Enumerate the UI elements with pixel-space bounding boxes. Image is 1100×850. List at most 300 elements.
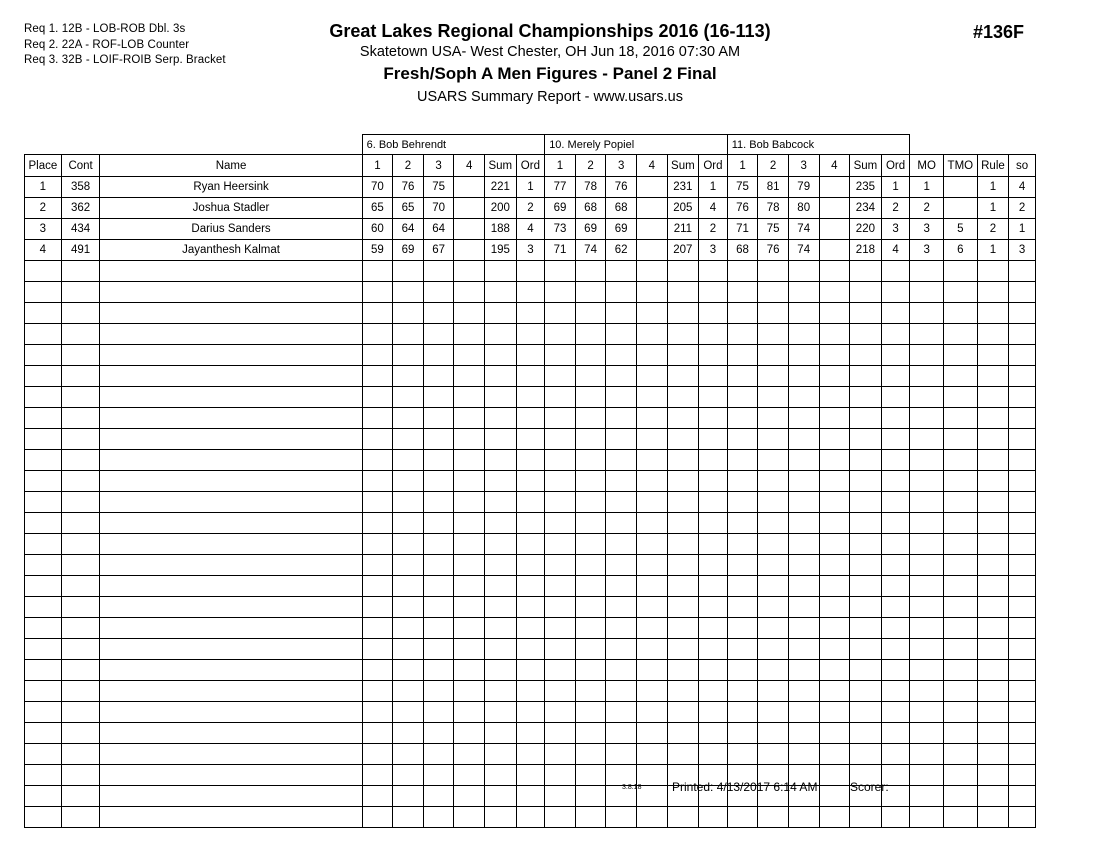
cell-empty <box>454 429 485 450</box>
cell-j1-s1: 65 <box>362 198 393 219</box>
cell-empty <box>944 744 978 765</box>
cell-empty <box>910 366 944 387</box>
cell-empty <box>545 261 576 282</box>
cell-empty <box>100 513 362 534</box>
cell-empty <box>977 303 1009 324</box>
cell-empty <box>393 261 424 282</box>
col-j3-s1: 1 <box>727 155 758 177</box>
cell-empty <box>977 387 1009 408</box>
cell-j2-sum: 207 <box>667 240 699 261</box>
cell-name: Jayanthesh Kalmat <box>100 240 362 261</box>
cell-empty <box>362 324 393 345</box>
cell-empty <box>819 366 850 387</box>
cell-empty <box>100 303 362 324</box>
cell-empty <box>25 534 62 555</box>
cell-empty <box>699 282 728 303</box>
cell-empty <box>881 387 910 408</box>
cell-empty <box>636 576 667 597</box>
cell-empty <box>667 408 699 429</box>
cell-empty <box>727 471 758 492</box>
cell-empty <box>667 471 699 492</box>
cell-empty <box>977 282 1009 303</box>
cell-empty <box>758 618 789 639</box>
cell-empty <box>25 492 62 513</box>
cell-empty <box>423 744 454 765</box>
cell-empty <box>575 303 606 324</box>
cell-empty <box>727 639 758 660</box>
cell-empty <box>667 282 699 303</box>
cell-empty <box>484 492 516 513</box>
cell-empty <box>977 597 1009 618</box>
cell-empty <box>667 429 699 450</box>
cell-empty <box>699 597 728 618</box>
cell-empty <box>850 261 882 282</box>
cell-empty <box>1009 555 1036 576</box>
cell-empty <box>944 618 978 639</box>
cell-empty <box>516 492 545 513</box>
cell-empty <box>977 555 1009 576</box>
cell-empty <box>100 261 362 282</box>
col-j2-s1: 1 <box>545 155 576 177</box>
cell-empty <box>944 597 978 618</box>
cell-empty <box>699 471 728 492</box>
col-j1-s4: 4 <box>454 155 485 177</box>
cell-empty <box>881 681 910 702</box>
cell-empty <box>516 534 545 555</box>
cell-empty <box>606 534 637 555</box>
cell-empty <box>362 345 393 366</box>
cell-empty <box>667 345 699 366</box>
cell-empty <box>362 723 393 744</box>
cell-empty <box>910 324 944 345</box>
cell-empty <box>454 261 485 282</box>
cell-empty <box>910 282 944 303</box>
cell-empty <box>910 534 944 555</box>
cell-empty <box>727 807 758 828</box>
cell-empty <box>545 576 576 597</box>
cell-empty <box>850 303 882 324</box>
cell-empty <box>25 744 62 765</box>
cell-empty <box>699 450 728 471</box>
cell-empty <box>819 408 850 429</box>
cell-empty <box>575 702 606 723</box>
cell-empty <box>100 597 362 618</box>
cell-empty <box>727 534 758 555</box>
cell-empty <box>910 303 944 324</box>
cell-empty <box>850 744 882 765</box>
cell-empty <box>61 723 100 744</box>
cell-j1-s4 <box>454 198 485 219</box>
cell-empty <box>454 681 485 702</box>
cell-empty <box>819 387 850 408</box>
table-row <box>25 240 1036 261</box>
cell-empty <box>850 366 882 387</box>
cell-empty <box>423 639 454 660</box>
cell-empty <box>423 471 454 492</box>
cell-empty <box>788 807 819 828</box>
document-number: #136F <box>972 22 1024 42</box>
cell-empty <box>606 723 637 744</box>
cell-empty <box>545 282 576 303</box>
cell-empty <box>362 408 393 429</box>
cell-empty <box>516 660 545 681</box>
cell-empty <box>636 492 667 513</box>
table-row-empty <box>25 534 1036 555</box>
cell-empty <box>454 639 485 660</box>
cell-empty <box>881 471 910 492</box>
cell-empty <box>819 618 850 639</box>
cell-empty <box>516 408 545 429</box>
cell-empty <box>788 303 819 324</box>
cell-j1-s3: 67 <box>423 240 454 261</box>
cell-empty <box>788 261 819 282</box>
cell-empty <box>850 534 882 555</box>
cell-j3-sum: 220 <box>850 219 882 240</box>
cell-empty <box>606 744 637 765</box>
judge-label-1: 6. Bob Behrendt <box>362 135 545 155</box>
cell-j1-s2: 65 <box>393 198 424 219</box>
cell-empty <box>910 555 944 576</box>
cell-rule: 1 <box>977 240 1009 261</box>
cell-empty <box>699 555 728 576</box>
cell-empty <box>575 429 606 450</box>
cell-j3-ord: 3 <box>881 219 910 240</box>
cell-empty <box>545 429 576 450</box>
cell-j2-s2: 68 <box>575 198 606 219</box>
cell-empty <box>944 639 978 660</box>
col-j2-ord: Ord <box>699 155 728 177</box>
cell-empty <box>516 723 545 744</box>
cell-j1-s1: 60 <box>362 219 393 240</box>
cell-empty <box>393 492 424 513</box>
cell-j2-sum: 205 <box>667 198 699 219</box>
cell-empty <box>393 471 424 492</box>
cell-empty <box>636 555 667 576</box>
cell-empty <box>606 597 637 618</box>
cell-empty <box>977 534 1009 555</box>
cell-empty <box>393 681 424 702</box>
cell-name: Darius Sanders <box>100 219 362 240</box>
cell-empty <box>575 471 606 492</box>
cell-j3-s4 <box>819 177 850 198</box>
cell-empty <box>575 807 606 828</box>
cell-empty <box>362 807 393 828</box>
cell-empty <box>606 282 637 303</box>
cell-empty <box>977 723 1009 744</box>
cell-empty <box>819 639 850 660</box>
cell-empty <box>606 555 637 576</box>
score-sheet <box>24 134 1036 828</box>
cell-j2-s1: 71 <box>545 240 576 261</box>
cell-empty <box>454 744 485 765</box>
cell-empty <box>910 576 944 597</box>
cell-empty <box>636 513 667 534</box>
cell-empty <box>393 744 424 765</box>
requirement-1: Req 1. 12B - LOB-ROB Dbl. 3s <box>24 23 186 35</box>
cell-empty <box>393 450 424 471</box>
cell-empty <box>910 513 944 534</box>
cell-empty <box>423 429 454 450</box>
cell-empty <box>100 282 362 303</box>
cell-empty <box>910 345 944 366</box>
cell-empty <box>100 366 362 387</box>
cell-j1-ord: 4 <box>516 219 545 240</box>
cell-empty <box>606 366 637 387</box>
cell-empty <box>484 681 516 702</box>
cell-empty <box>516 471 545 492</box>
cell-empty <box>606 345 637 366</box>
cell-empty <box>667 807 699 828</box>
cell-empty <box>61 639 100 660</box>
cell-empty <box>484 366 516 387</box>
cell-empty <box>850 807 882 828</box>
cell-empty <box>454 555 485 576</box>
cell-j2-sum: 211 <box>667 219 699 240</box>
cell-empty <box>667 723 699 744</box>
cell-empty <box>545 597 576 618</box>
cell-empty <box>25 513 62 534</box>
cell-so: 4 <box>1009 177 1036 198</box>
cell-place: 2 <box>25 198 62 219</box>
cell-empty <box>727 660 758 681</box>
cell-empty <box>100 807 362 828</box>
cell-empty <box>667 492 699 513</box>
table-row-empty <box>25 408 1036 429</box>
cell-empty <box>1009 639 1036 660</box>
cell-empty <box>788 345 819 366</box>
cell-empty <box>100 723 362 744</box>
table-row-empty <box>25 261 1036 282</box>
cell-empty <box>575 597 606 618</box>
cell-empty <box>881 744 910 765</box>
cell-place: 4 <box>25 240 62 261</box>
cell-empty <box>61 681 100 702</box>
cell-empty <box>1009 513 1036 534</box>
cell-empty <box>699 660 728 681</box>
cell-empty <box>484 744 516 765</box>
cell-empty <box>484 534 516 555</box>
cell-empty <box>575 408 606 429</box>
footer-scorer: Scorer: <box>850 780 889 794</box>
cell-cont: 358 <box>61 177 100 198</box>
cell-empty <box>516 744 545 765</box>
cell-empty <box>516 513 545 534</box>
cell-empty <box>788 618 819 639</box>
cell-empty <box>575 345 606 366</box>
cell-empty <box>423 723 454 744</box>
col-so: so <box>1009 155 1036 177</box>
cell-empty <box>758 702 789 723</box>
cell-empty <box>819 660 850 681</box>
cell-empty <box>423 576 454 597</box>
cell-empty <box>61 408 100 429</box>
cell-empty <box>699 576 728 597</box>
cell-empty <box>881 492 910 513</box>
cell-empty <box>484 450 516 471</box>
cell-j1-s2: 76 <box>393 177 424 198</box>
cell-empty <box>1009 807 1036 828</box>
cell-empty <box>699 513 728 534</box>
cell-empty <box>575 744 606 765</box>
cell-empty <box>516 387 545 408</box>
cell-empty <box>545 492 576 513</box>
cell-empty <box>606 618 637 639</box>
cell-empty <box>727 492 758 513</box>
cell-empty <box>484 555 516 576</box>
cell-empty <box>516 429 545 450</box>
cell-empty <box>944 681 978 702</box>
cell-empty <box>727 555 758 576</box>
cell-empty <box>977 471 1009 492</box>
cell-cont: 434 <box>61 219 100 240</box>
cell-j3-ord: 2 <box>881 198 910 219</box>
cell-empty <box>423 366 454 387</box>
cell-empty <box>516 807 545 828</box>
cell-empty <box>25 660 62 681</box>
cell-empty <box>516 597 545 618</box>
cell-empty <box>545 345 576 366</box>
cell-empty <box>516 702 545 723</box>
cell-empty <box>516 681 545 702</box>
cell-j1-ord: 2 <box>516 198 545 219</box>
cell-empty <box>636 366 667 387</box>
cell-empty <box>850 429 882 450</box>
cell-j3-s4 <box>819 198 850 219</box>
cell-empty <box>61 660 100 681</box>
cell-mo: 1 <box>910 177 944 198</box>
cell-empty <box>545 324 576 345</box>
cell-j2-ord: 2 <box>699 219 728 240</box>
cell-empty <box>819 345 850 366</box>
cell-empty <box>454 408 485 429</box>
cell-empty <box>667 660 699 681</box>
cell-empty <box>881 303 910 324</box>
cell-empty <box>788 723 819 744</box>
cell-empty <box>944 660 978 681</box>
cell-empty <box>758 555 789 576</box>
title-block <box>0 20 1100 108</box>
cell-j3-s1: 68 <box>727 240 758 261</box>
cell-empty <box>667 450 699 471</box>
cell-empty <box>575 261 606 282</box>
col-cont: Cont <box>61 155 100 177</box>
cell-empty <box>61 471 100 492</box>
cell-place: 1 <box>25 177 62 198</box>
cell-empty <box>545 387 576 408</box>
cell-empty <box>100 576 362 597</box>
cell-empty <box>362 387 393 408</box>
cell-empty <box>393 555 424 576</box>
cell-empty <box>977 576 1009 597</box>
cell-empty <box>393 702 424 723</box>
cell-empty <box>758 534 789 555</box>
cell-empty <box>819 576 850 597</box>
cell-empty <box>667 702 699 723</box>
cell-empty <box>575 282 606 303</box>
cell-empty <box>606 639 637 660</box>
table-row-empty <box>25 744 1036 765</box>
cell-j3-sum: 235 <box>850 177 882 198</box>
cell-empty <box>819 681 850 702</box>
cell-empty <box>881 324 910 345</box>
cell-empty <box>636 429 667 450</box>
cell-j1-sum: 188 <box>484 219 516 240</box>
cell-empty <box>545 702 576 723</box>
cell-empty <box>423 660 454 681</box>
cell-j1-sum: 200 <box>484 198 516 219</box>
cell-empty <box>362 471 393 492</box>
col-j3-ord: Ord <box>881 155 910 177</box>
cell-empty <box>910 681 944 702</box>
table-row-empty <box>25 555 1036 576</box>
cell-empty <box>977 450 1009 471</box>
cell-j1-ord: 3 <box>516 240 545 261</box>
cell-empty <box>362 282 393 303</box>
cell-empty <box>910 450 944 471</box>
cell-empty <box>25 282 62 303</box>
cell-empty <box>850 597 882 618</box>
cell-empty <box>423 450 454 471</box>
table-row-empty <box>25 660 1036 681</box>
cell-empty <box>393 534 424 555</box>
cell-empty <box>1009 576 1036 597</box>
cell-empty <box>454 471 485 492</box>
cell-empty <box>100 408 362 429</box>
cell-empty <box>25 303 62 324</box>
cell-empty <box>881 366 910 387</box>
cell-j3-sum: 218 <box>850 240 882 261</box>
cell-empty <box>575 723 606 744</box>
cell-empty <box>758 597 789 618</box>
cell-empty <box>454 387 485 408</box>
cell-empty <box>362 681 393 702</box>
cell-empty <box>1009 345 1036 366</box>
cell-rule: 1 <box>977 177 1009 198</box>
cell-empty <box>393 597 424 618</box>
cell-empty <box>575 324 606 345</box>
table-row-empty <box>25 429 1036 450</box>
cell-empty <box>977 492 1009 513</box>
cell-empty <box>454 576 485 597</box>
cell-empty <box>910 597 944 618</box>
cell-empty <box>788 324 819 345</box>
cell-empty <box>758 639 789 660</box>
cell-empty <box>1009 282 1036 303</box>
cell-j1-s1: 59 <box>362 240 393 261</box>
cell-empty <box>100 639 362 660</box>
cell-empty <box>910 639 944 660</box>
cell-empty <box>699 408 728 429</box>
cell-empty <box>758 576 789 597</box>
cell-empty <box>636 387 667 408</box>
cell-empty <box>100 471 362 492</box>
cell-empty <box>484 702 516 723</box>
cell-empty <box>636 471 667 492</box>
cell-empty <box>699 702 728 723</box>
cell-empty <box>758 492 789 513</box>
judge-spacer-name <box>100 135 362 155</box>
cell-empty <box>667 576 699 597</box>
cell-empty <box>423 681 454 702</box>
cell-empty <box>850 408 882 429</box>
cell-empty <box>881 660 910 681</box>
cell-empty <box>727 345 758 366</box>
cell-empty <box>788 681 819 702</box>
cell-empty <box>393 660 424 681</box>
cell-empty <box>636 282 667 303</box>
cell-empty <box>819 723 850 744</box>
cell-cont: 491 <box>61 240 100 261</box>
